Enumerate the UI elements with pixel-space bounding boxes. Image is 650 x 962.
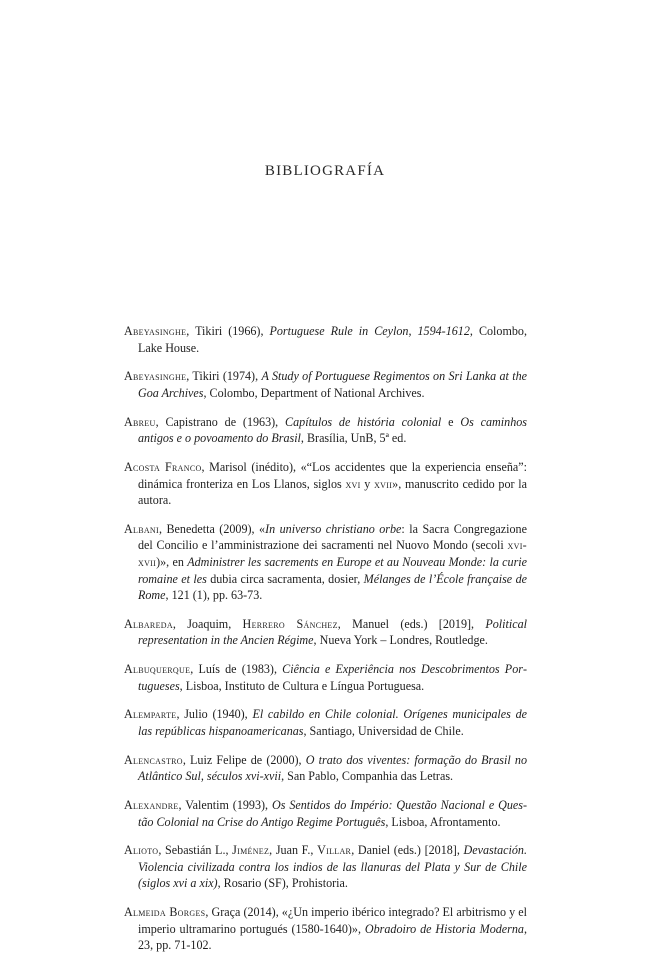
entry-text: , Colombo, Department of National Archives.: [203, 385, 425, 400]
entry-text: , Nueva York – Londres, Routledge.: [313, 633, 488, 648]
author-name: Abreu: [124, 414, 156, 429]
author-name: Albani: [124, 521, 159, 536]
bibliography-entry: [124, 904, 527, 954]
work-title: Obradoiro de Historia Moderna: [364, 921, 524, 936]
work-title: Ciência e Experiência nos Descobrimentos Portugueses: [138, 662, 527, 693]
author-name: Alencastro: [124, 752, 183, 767]
work-title: Administrer les sacrements en Europe et au Nouveau Monde: la curie romaine et les: [138, 555, 527, 586]
entry-text: , Brasília, UnB, 5ª ed.: [300, 431, 407, 446]
entry-text: , Lisboa, Instituto de Cultura e Língua Portuguesa.: [179, 678, 425, 693]
entry-text: , Manuel (eds.) [2019],: [337, 616, 486, 631]
entry-text: , Daniel (eds.) [2018],: [351, 843, 464, 858]
bibliography-entry: [124, 706, 527, 739]
bibliography-entry: [124, 459, 527, 509]
author-name: Villar: [317, 843, 352, 858]
bibliography-entry: [124, 842, 527, 892]
author-name: Alexandre: [124, 798, 179, 812]
work-title: Capítulos de história colonial: [285, 414, 442, 429]
entry-text: , Valentim (1993),: [178, 798, 272, 812]
bibliography-entry: [124, 521, 527, 604]
work-title: A Study of Portuguese Regimentos on Sri Lanka at the Goa Archives: [138, 369, 527, 400]
entry-text: : la Sacra Congregazione del Concilio e l’amministrazione dei sacramenti nel Nuovo Mondo (secoli: [138, 521, 527, 553]
bibliography-entry: [124, 797, 527, 830]
entry-text: , Lisboa, Afrontamento.: [385, 814, 501, 829]
bibliography-entry: [124, 616, 527, 649]
entry-text: , Joaquim,: [172, 616, 243, 631]
author-name: Alioto: [124, 843, 159, 858]
work-title: Os Sentidos do Império: Questão Nacional e Questão Colonial na Crise do Antigo Regime Português: [138, 798, 527, 829]
page-title: BIBLIOGRAFÍA: [264, 163, 386, 179]
author-name: xvi: [345, 476, 361, 491]
entry-text: , Luiz Felipe de (2000),: [182, 752, 306, 767]
work-title: Portuguese Rule in Ceylon, 1594-1612: [269, 324, 470, 339]
entry-text: , Graça (2014), «¿Un imperio ibérico integrado? El arbitrismo y el imperio ultramarino portugués (1580-1640)»,: [138, 905, 528, 936]
work-title: Mélanges de l’École française de Rome: [138, 571, 527, 603]
author-name: Albareda: [124, 616, 173, 631]
entry-text: dubia circa sacramenta, dosier,: [206, 571, 364, 586]
author-name: Herrero Sánchez: [242, 616, 338, 631]
entry-text: , Tikiri (1966),: [186, 324, 270, 339]
bibliography-entry: [124, 414, 527, 447]
author-name: Almeida Borges: [124, 905, 206, 920]
bibliography-entry: [124, 368, 527, 401]
entry-text: e: [441, 414, 461, 429]
entry-text: , San Pablo, Companhia das Letras.: [281, 769, 454, 784]
work-title: Os caminhos antigos e o povoamento do Brasil: [138, 414, 527, 446]
entry-text: )», en: [156, 555, 188, 569]
entry-text: , Santiago, Universidad de Chile.: [303, 724, 464, 739]
entry-text: , 23, pp. 71-102.: [138, 921, 528, 953]
entry-text: , Rosario (SF), Prohistoria.: [217, 876, 348, 891]
entry-text: , 121 (1), pp. 63-73.: [165, 588, 263, 603]
entry-text: , Benedetta (2009), «: [158, 521, 266, 536]
entry-text: », manuscrito cedido por la autora.: [138, 476, 527, 508]
entry-text: y: [360, 476, 375, 491]
author-name: xvii: [374, 476, 393, 491]
entry-text: , Tikiri (1974),: [186, 369, 262, 384]
work-title: O trato dos viventes: formação do Brasil no Atlântico Sul, séculos xvi-xvii: [138, 752, 527, 784]
work-title: El cabildo en Chile colonial. Orígenes municipales de las repúblicas hispanoamericanas: [138, 707, 527, 739]
entry-text: , Sebastián L.,: [158, 843, 233, 858]
bibliography-entry: [124, 661, 527, 694]
work-title: Political representation in the Ancien Régime: [138, 616, 528, 648]
author-name: Acosta Franco: [124, 459, 202, 474]
bibliography-entry: [124, 752, 527, 785]
author-name: Abeyasinghe: [124, 369, 187, 384]
author-name: Alemparte: [124, 707, 177, 722]
work-title: Devastación. Violencia civilizada contra los indios de las llanuras del Plata y Sur de Chile (siglos xvi a xix): [138, 843, 527, 891]
entry-text: , Juan F.,: [269, 843, 318, 858]
entry-text: , Marisol (inédito), «“Los accidentes que la experiencia enseña”: dinámica fronteriza en Los Llanos, siglos: [138, 459, 527, 491]
entry-text: , Capistrano de (1963),: [155, 414, 286, 429]
bibliography-entry: [124, 323, 527, 356]
entry-text: , Colombo, Lake House.: [138, 324, 527, 355]
entry-text: , Julio (1940),: [176, 707, 253, 722]
author-name: Abeyasinghe: [124, 324, 187, 339]
work-title: In universo christiano orbe: [265, 521, 402, 536]
entry-text: , Luís de (1983),: [190, 662, 283, 677]
author-name: xvi-xvii: [138, 538, 527, 569]
author-name: Jiménez: [232, 843, 270, 858]
author-name: Albuquerque: [124, 662, 191, 677]
bibliography-list: [124, 311, 527, 962]
